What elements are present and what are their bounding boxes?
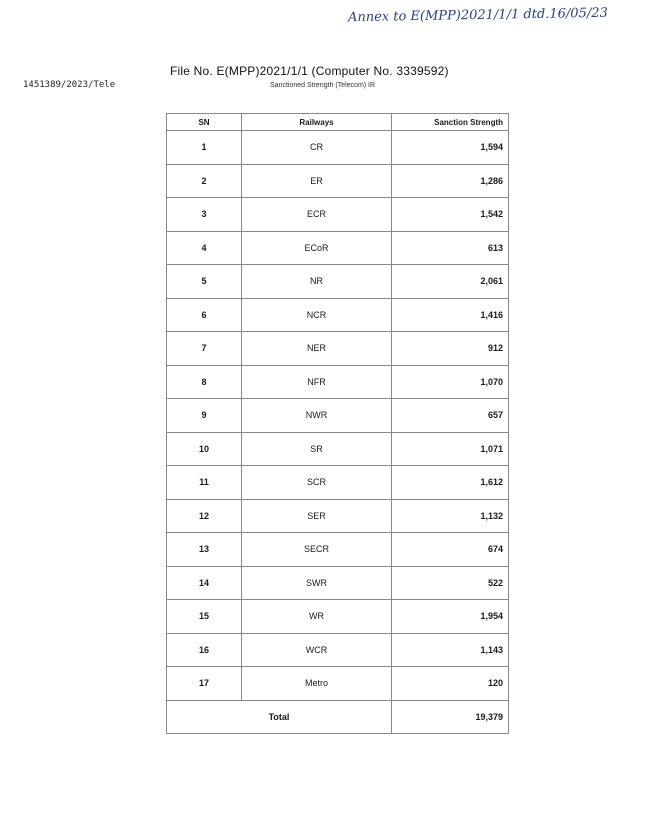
total-label: Total xyxy=(167,700,392,734)
cell-railway: WR xyxy=(242,600,392,634)
cell-sanction-strength: 1,286 xyxy=(392,164,509,198)
cell-railway: NER xyxy=(242,332,392,366)
header-railways: Railways xyxy=(242,114,392,131)
table-row xyxy=(167,198,509,232)
table-row xyxy=(167,265,509,299)
cell-railway: ER xyxy=(242,164,392,198)
table-row xyxy=(167,332,509,366)
table-row xyxy=(167,131,509,165)
table-row xyxy=(167,365,509,399)
total-row xyxy=(167,700,509,734)
table-row xyxy=(167,399,509,433)
cell-railway: ECR xyxy=(242,198,392,232)
margin-reference: 1451389/2023/Tele xyxy=(23,80,116,90)
cell-sanction-strength: 1,594 xyxy=(392,131,509,165)
cell-railway: Metro xyxy=(242,667,392,701)
cell-sn: 9 xyxy=(167,399,242,433)
cell-sanction-strength: 1,542 xyxy=(392,198,509,232)
cell-railway: SECR xyxy=(242,533,392,567)
cell-sn: 1 xyxy=(167,131,242,165)
header-sn: SN xyxy=(167,114,242,131)
cell-sanction-strength: 120 xyxy=(392,667,509,701)
cell-railway: SR xyxy=(242,432,392,466)
cell-sanction-strength: 613 xyxy=(392,231,509,265)
cell-sn: 16 xyxy=(167,633,242,667)
cell-sanction-strength: 1,612 xyxy=(392,466,509,500)
table-row xyxy=(167,667,509,701)
cell-sn: 15 xyxy=(167,600,242,634)
cell-sn: 14 xyxy=(167,566,242,600)
cell-sn: 6 xyxy=(167,298,242,332)
table-row xyxy=(167,432,509,466)
cell-railway: NR xyxy=(242,265,392,299)
table-row xyxy=(167,533,509,567)
cell-sn: 5 xyxy=(167,265,242,299)
document-subtitle: Sanctioned Strength (Telecom) IR xyxy=(270,82,376,89)
cell-sanction-strength: 522 xyxy=(392,566,509,600)
cell-railway: CR xyxy=(242,131,392,165)
cell-sanction-strength: 1,954 xyxy=(392,600,509,634)
sanctioned-strength-table xyxy=(166,113,509,734)
cell-sanction-strength: 1,143 xyxy=(392,633,509,667)
cell-sn: 3 xyxy=(167,198,242,232)
cell-sanction-strength: 657 xyxy=(392,399,509,433)
cell-sn: 12 xyxy=(167,499,242,533)
cell-railway: WCR xyxy=(242,633,392,667)
cell-sn: 7 xyxy=(167,332,242,366)
cell-sanction-strength: 2,061 xyxy=(392,265,509,299)
cell-railway: ECoR xyxy=(242,231,392,265)
table-row xyxy=(167,298,509,332)
cell-sanction-strength: 1,132 xyxy=(392,499,509,533)
cell-sn: 4 xyxy=(167,231,242,265)
table-row xyxy=(167,466,509,500)
table-row xyxy=(167,231,509,265)
handwritten-annotation: Annex to E(MPP)2021/1/1 dtd.16/05/23 xyxy=(347,5,608,26)
cell-railway: SWR xyxy=(242,566,392,600)
table-row xyxy=(167,566,509,600)
table-body xyxy=(167,131,509,701)
cell-sanction-strength: 1,070 xyxy=(392,365,509,399)
cell-sn: 2 xyxy=(167,164,242,198)
cell-railway: NFR xyxy=(242,365,392,399)
table-row xyxy=(167,164,509,198)
table-header-row xyxy=(167,114,509,131)
cell-railway: SCR xyxy=(242,466,392,500)
table-row xyxy=(167,633,509,667)
header-sanction-strength: Sanction Strength xyxy=(392,114,509,131)
table-row xyxy=(167,499,509,533)
cell-sanction-strength: 674 xyxy=(392,533,509,567)
cell-sanction-strength: 1,071 xyxy=(392,432,509,466)
table-row xyxy=(167,600,509,634)
cell-sn: 13 xyxy=(167,533,242,567)
cell-sn: 10 xyxy=(167,432,242,466)
total-value: 19,379 xyxy=(392,700,509,734)
cell-railway: NWR xyxy=(242,399,392,433)
cell-sn: 17 xyxy=(167,667,242,701)
cell-sanction-strength: 912 xyxy=(392,332,509,366)
cell-sn: 11 xyxy=(167,466,242,500)
cell-railway: SER xyxy=(242,499,392,533)
cell-sanction-strength: 1,416 xyxy=(392,298,509,332)
file-title: File No. E(MPP)2021/1/1 (Computer No. 3339592) xyxy=(170,64,449,78)
cell-sn: 8 xyxy=(167,365,242,399)
cell-railway: NCR xyxy=(242,298,392,332)
